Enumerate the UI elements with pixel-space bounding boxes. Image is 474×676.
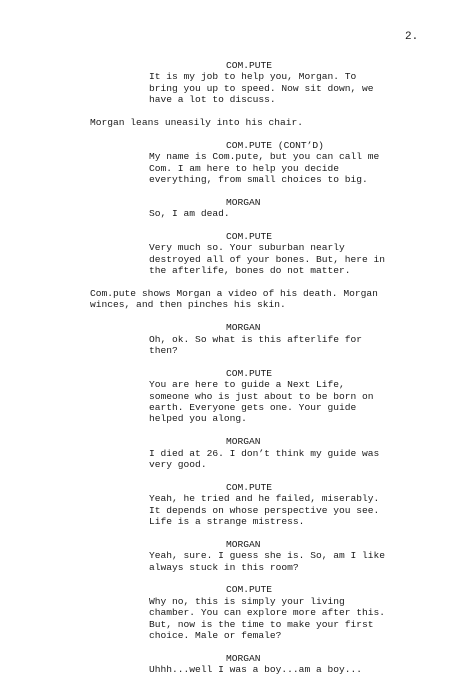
- dialogue-line: Life is a strange mistress.: [149, 516, 305, 527]
- character-line: COM.PUTE: [226, 231, 273, 242]
- dialogue-line: the afterlife, bones do not matter.: [149, 265, 351, 277]
- dialogue-line: Uhhh...well I was a boy...am a boy...: [149, 664, 363, 676]
- dialogue-line: You are here to guide a Next Life,: [149, 379, 345, 391]
- dialogue-line: then?: [149, 345, 178, 356]
- dialogue-line: Com. I am here to help you decide: [149, 162, 339, 174]
- dialogue-line: So, I am dead.: [149, 208, 230, 220]
- dialogue-line: Why no, this is simply your living: [149, 595, 345, 607]
- character-line: COM.PUTE: [226, 367, 273, 379]
- dialogue-line: Very much so. Your suburban nearly: [149, 242, 345, 254]
- dialogue-line: Yeah, he tried and he failed, miserably.: [149, 493, 380, 505]
- character-line: MORGAN: [226, 196, 261, 208]
- character-line: COM.PUTE: [226, 481, 273, 493]
- dialogue-line: always stuck in this room?: [149, 561, 299, 573]
- character-line: MORGAN: [226, 538, 261, 550]
- character-line: COM.PUTE (CONT’D): [226, 139, 324, 151]
- dialogue-line: have a lot to discuss.: [149, 94, 276, 106]
- character-line: MORGAN: [226, 652, 261, 664]
- action-line: Com.pute shows Morgan a video of his death. Morgan: [90, 288, 378, 299]
- dialogue-line: helped you along.: [149, 413, 247, 425]
- dialogue-line: I died at 26. I don’t think my guide was: [149, 447, 380, 459]
- dialogue-line: It depends on whose perspective you see.: [149, 504, 380, 516]
- dialogue-line: chamber. You can explore more after this.: [149, 607, 386, 619]
- dialogue-line: Yeah, sure. I guess she is. So, am I like: [149, 550, 386, 562]
- dialogue-line: bring you up to speed. Now sit down, we: [149, 82, 374, 94]
- dialogue-line: destroyed all of your bones. But, here in: [149, 253, 386, 265]
- dialogue-line: very good.: [149, 459, 207, 470]
- dialogue-line: choice. Male or female?: [149, 630, 282, 641]
- dialogue-line: My name is Com.pute, but you can call me: [149, 151, 380, 163]
- dialogue-line: earth. Everyone gets one. Your guide: [149, 402, 357, 413]
- action-line: winces, and then pinches his skin.: [90, 299, 286, 311]
- character-line: COM.PUTE: [226, 584, 273, 596]
- dialogue-line: everything, from small choices to big.: [149, 174, 368, 185]
- action-line: Morgan leans uneasily into his chair.: [90, 117, 304, 128]
- character-line: MORGAN: [226, 436, 261, 448]
- dialogue-line: But, now is the time to make your first: [149, 618, 374, 630]
- dialogue-line: someone who is just about to be born on: [149, 390, 374, 402]
- dialogue-line: Oh, ok. So what is this afterlife for: [149, 333, 363, 345]
- character-line: COM.PUTE: [226, 60, 273, 71]
- dialogue-line: It is my job to help you, Morgan. To: [149, 71, 357, 83]
- page-number: 2.: [405, 31, 419, 43]
- character-line: MORGAN: [226, 322, 261, 334]
